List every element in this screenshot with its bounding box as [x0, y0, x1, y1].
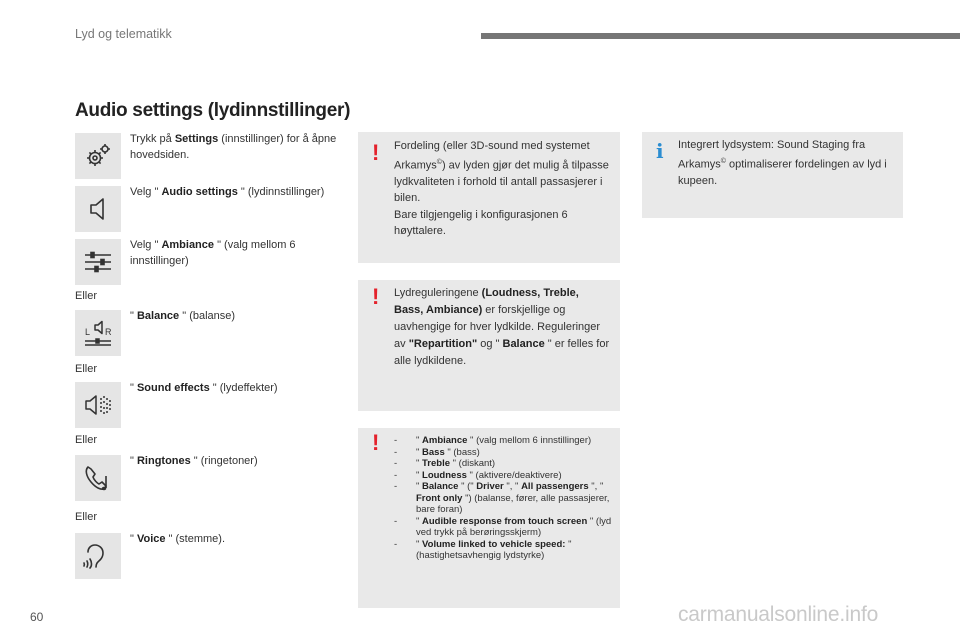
- step-text: " Ringtones " (ringetoner): [130, 455, 258, 467]
- speaker-icon: [75, 186, 121, 232]
- ringtone-phone-icon: [75, 455, 121, 501]
- warning-note-3d-sound: [358, 132, 620, 263]
- balance-left-label: L: [85, 327, 91, 337]
- or-label: Eller: [75, 363, 98, 375]
- header-bar: [481, 33, 960, 39]
- settings-list: [394, 435, 614, 562]
- step-sound-effects: [75, 382, 345, 430]
- settings-gear-icon: [75, 133, 121, 179]
- info-icon: i: [656, 139, 664, 163]
- list-item: - " Audible response from touch screen " (lyd ved trykk på berøringsskjerm): [394, 515, 612, 538]
- warning-icon: !: [372, 140, 380, 165]
- step-text: Velg " Ambiance " (valg mellom 6 innstillinger): [130, 239, 296, 267]
- or-label: Eller: [75, 434, 98, 446]
- step-ringtones: [75, 455, 345, 503]
- or-label: Eller: [75, 511, 98, 523]
- voice-icon: [75, 533, 121, 579]
- watermark: carmanualsonline.info: [678, 603, 879, 626]
- step-balance: [75, 310, 345, 358]
- warning-note-settings-list: [358, 428, 620, 608]
- equalizer-icon: [75, 239, 121, 285]
- step-text: Trykk på Settings (innstillinger) for å åpne hovedsiden.: [130, 133, 337, 161]
- step-text: " Voice " (stemme).: [130, 533, 226, 545]
- list-item: - " Ambiance " (valg mellom 6 innstillinger): [394, 435, 592, 446]
- step-ambiance: [75, 239, 345, 287]
- note-text: Integrert lydsystem: Sound Staging fra Arkamys© optimaliserer fordelingen av lyd i kupeen.: [678, 139, 887, 187]
- sound-effects-icon: [75, 382, 121, 428]
- warning-icon: !: [372, 430, 380, 455]
- step-settings: [75, 133, 345, 181]
- note-text: Lydreguleringene (Loudness, Treble, Bass, Ambiance) er forskjellige og uavhengige for hver lydkilde. Reguleringer av "Repartition" og " Balance " er felles for alle lydkildene.: [394, 287, 610, 367]
- info-note-sound-staging: [642, 132, 903, 218]
- warning-note-sound-settings: [358, 280, 620, 411]
- page-title: Audio settings (lydinnstillinger): [75, 100, 351, 121]
- list-item: - " Bass " (bass): [394, 446, 480, 458]
- warning-icon: !: [372, 284, 380, 309]
- balance-right-label: R: [105, 327, 112, 337]
- list-item: - " Treble " (diskant): [394, 458, 496, 469]
- step-text: " Balance " (balanse): [130, 310, 236, 322]
- step-voice: [75, 533, 345, 581]
- note-text: Fordeling (eller 3D-sound med systemet Arkamys©) av lyden gjør det mulig å tilpasse lydkvaliteten i forhold til antall passasjerer i bilen. Bare tilgjengelig i konfigurasjonen 6 høyttalere.: [394, 140, 609, 238]
- list-item: - " Volume linked to vehicle speed: " (hastighetsavhengig lydstyrke): [394, 538, 572, 561]
- step-text: " Sound effects " (lydeffekter): [130, 382, 278, 394]
- section-header: Lyd og telematikk: [75, 27, 172, 41]
- balance-lr-icon: [75, 310, 121, 356]
- list-item: - " Balance " (" Driver ", " All passengers ", " Front only ") (balanse, fører, alle passasjerer, bare foran): [394, 481, 610, 515]
- list-item: - " Loudness " (aktivere/deaktivere): [394, 469, 562, 481]
- page-number: 60: [30, 610, 44, 624]
- step-text: Velg " Audio settings " (lydinnstillinger): [130, 186, 325, 198]
- step-audio-settings: [75, 186, 345, 234]
- or-label: Eller: [75, 290, 98, 302]
